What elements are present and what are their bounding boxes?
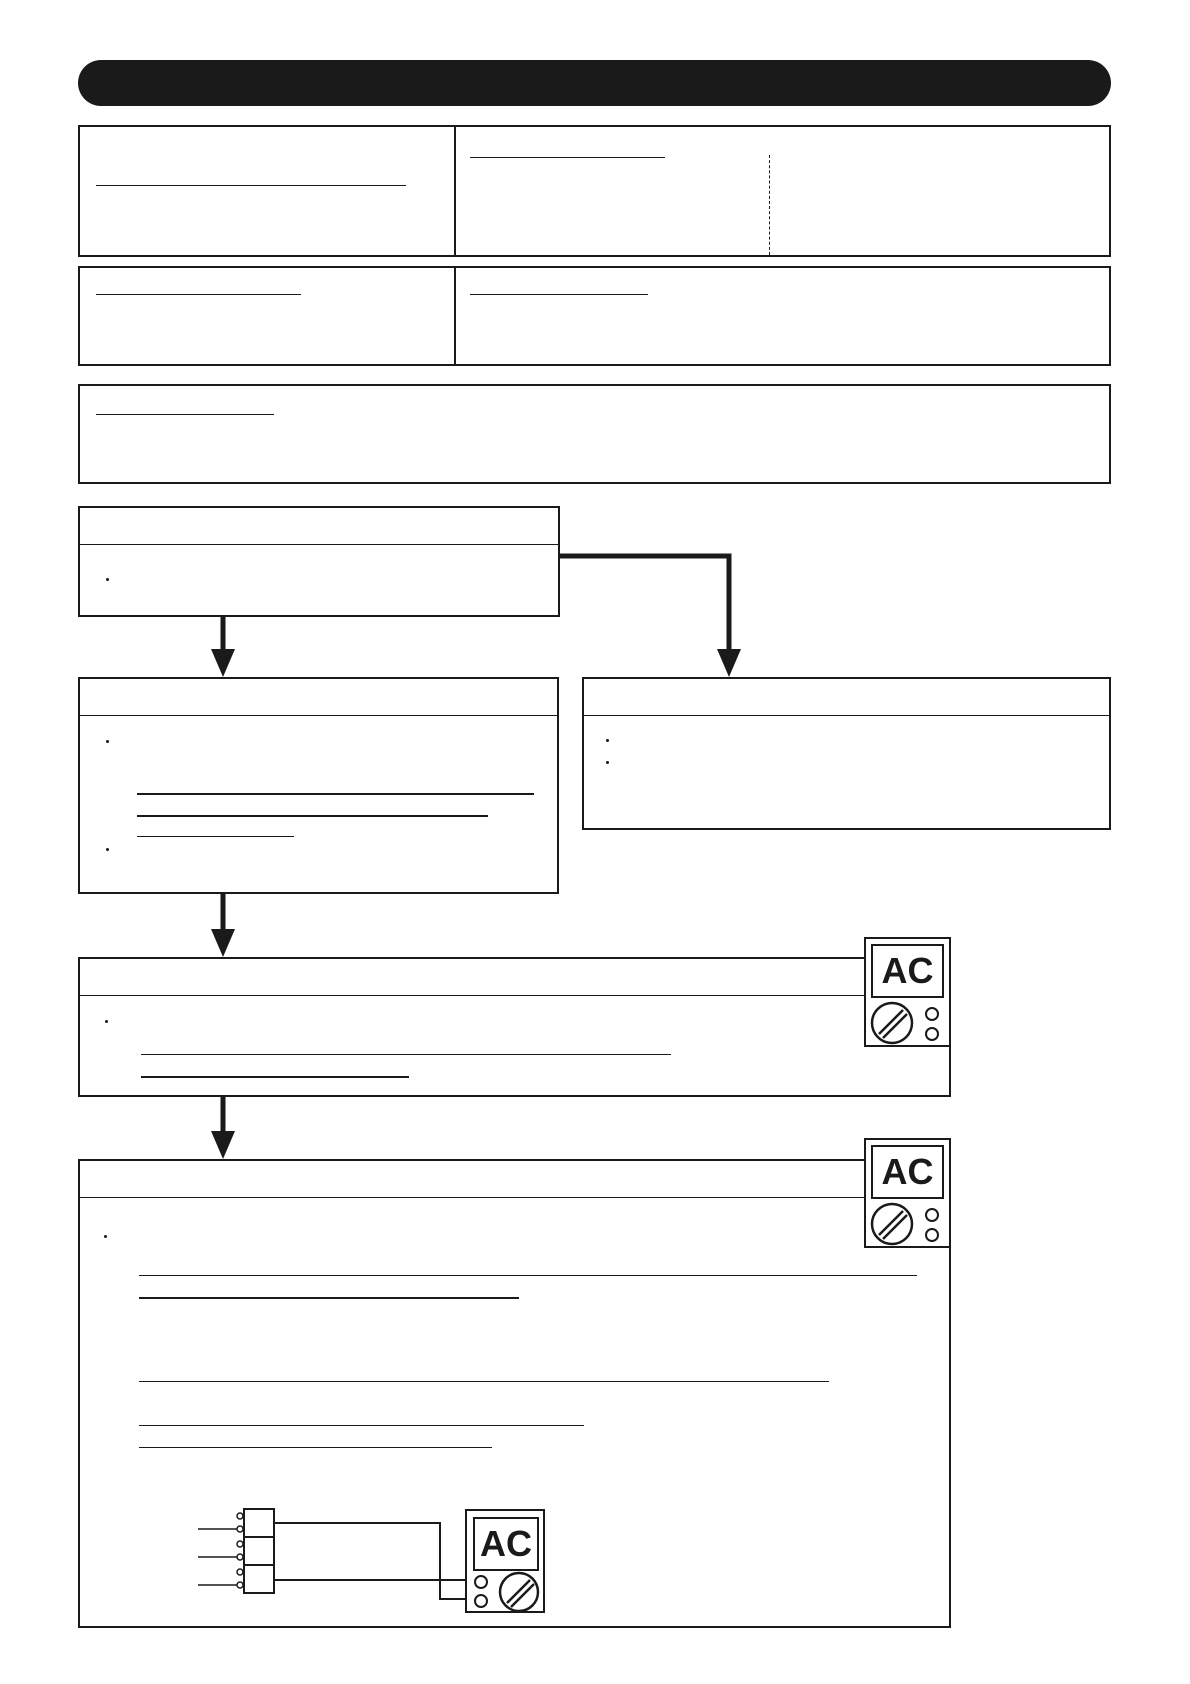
terminal-block: [244, 1537, 274, 1565]
wiring-diagram: [198, 1509, 472, 1599]
meter-display: AC: [871, 944, 944, 998]
meter-display: AC: [871, 1145, 944, 1199]
arrow-step1-to-step2: [211, 617, 235, 677]
meter-dial-icon: [467, 1511, 547, 1615]
arrow-step3-to-step4: [211, 1097, 235, 1159]
terminal-block: [244, 1565, 274, 1593]
ac-multimeter-icon: [465, 1509, 545, 1613]
meter-display: AC: [473, 1517, 539, 1571]
arrow-step1-to-alt: [560, 556, 741, 677]
terminal-block: [244, 1509, 274, 1537]
arrow-step2-to-step3: [211, 894, 235, 957]
